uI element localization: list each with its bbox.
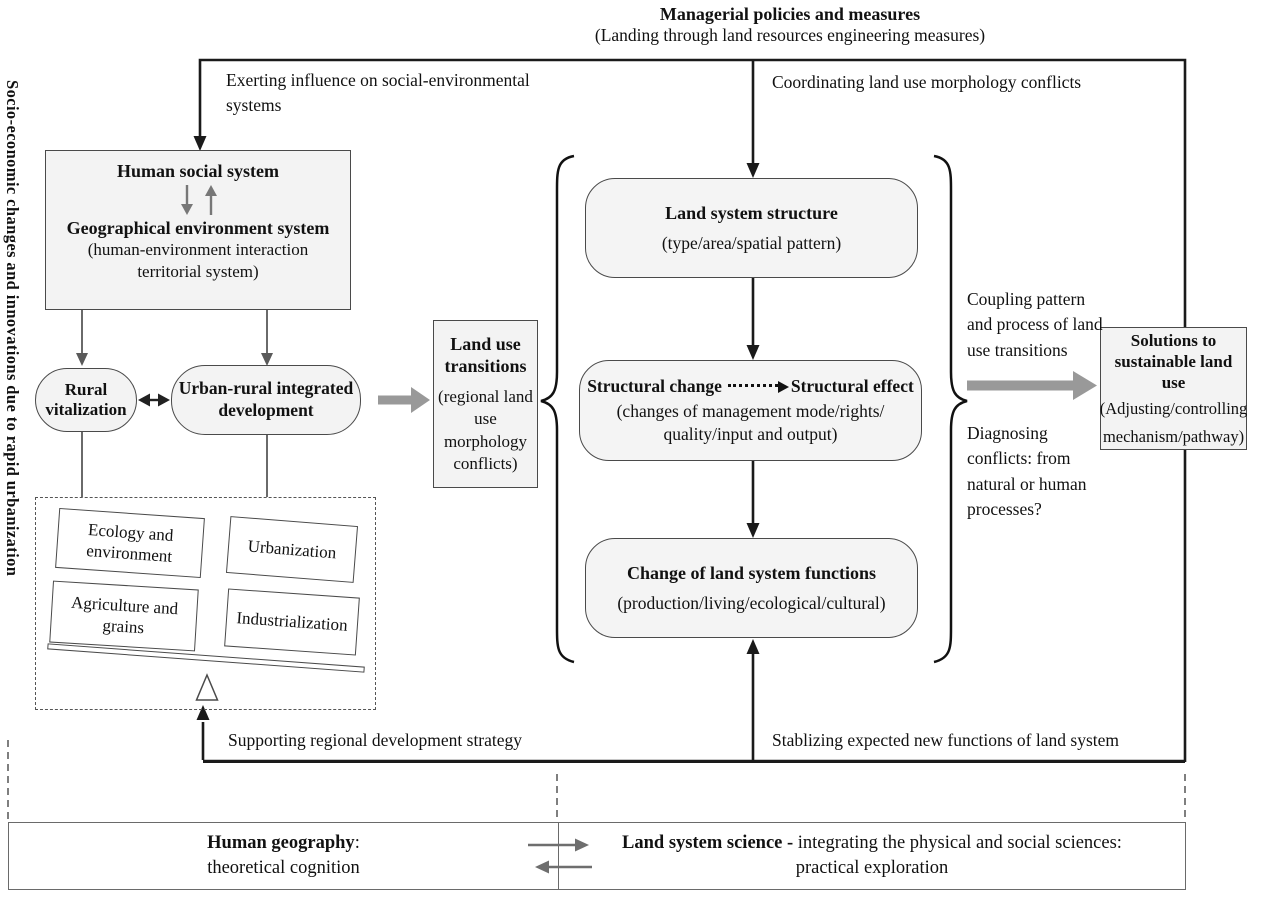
label-diagnosing: Diagnosing conflicts: from natural or human processes? <box>967 423 1087 520</box>
thick-arrow-to-solutions-icon <box>967 371 1097 400</box>
label-exerting: Exerting influence on social-environmental systems <box>226 70 530 116</box>
footer-exchange-arrows-icon <box>520 833 604 881</box>
driver-ecology-label: Ecology and environment <box>85 519 175 566</box>
footer-right-line1 <box>622 831 1122 856</box>
left-brace-icon <box>541 156 574 662</box>
driver-ecology-box <box>55 508 205 578</box>
label-coordinating: Coordinating land use morphology conflicts <box>772 72 1082 92</box>
structural-change-line <box>587 376 914 397</box>
footer-left-line2: theoretical cognition <box>207 858 360 878</box>
driver-agriculture-label: Agriculture and grains <box>70 592 179 638</box>
footer-land-system-cell <box>559 823 1185 889</box>
structural-subtitle-2: quality/input and output) <box>663 423 838 444</box>
label-coupling: Coupling pattern and process of land use transitions <box>967 289 1103 360</box>
header-subtitle: (Landing through land resources engineering measures) <box>594 25 986 45</box>
label-supporting: Supporting regional development strategy <box>228 730 523 750</box>
land-use-transitions-subtitle: (regional land use morphology conflicts) <box>438 386 533 473</box>
footer-human-geography-cell <box>9 823 559 889</box>
driver-industrialization-box <box>224 588 360 655</box>
land-use-transitions-box <box>433 320 538 488</box>
land-use-transitions-title: Land use transitions <box>444 333 527 377</box>
land-functions-subtitle: (production/living/ecological/cultural) <box>617 592 886 613</box>
footer-right-bold: Land system science - <box>622 833 794 854</box>
footer-left-colon: : <box>354 833 360 854</box>
geo-system-title: Geographical environment system <box>66 218 330 238</box>
label-stablizing: Stablizing expected new functions of land system <box>772 730 1120 750</box>
footer-right-line2: practical exploration <box>795 858 949 878</box>
structural-change-box <box>579 360 922 461</box>
footer-right-rest: integrating the physical and social sciences: <box>793 833 1122 854</box>
land-functions-box <box>585 538 918 638</box>
side-axis-label: Socio-economic changes and innovations due to rapid urbanization <box>3 80 22 577</box>
header-title: Managerial policies and measures <box>659 4 921 24</box>
right-brace-icon <box>934 156 967 662</box>
human-system-title: Human social system <box>117 161 279 181</box>
land-system-structure-box <box>585 178 918 278</box>
rural-vitalization-box <box>35 368 137 432</box>
human-system-subtitle: (human-environment interaction territorial system) <box>87 240 309 282</box>
exchange-arrows-icon <box>163 183 233 217</box>
footer-left-bold: Human geography <box>207 833 355 854</box>
land-functions-title: Change of land system functions <box>626 562 877 583</box>
rural-vitalization-label: Rural vitalization <box>45 379 127 419</box>
solutions-title-2: sustainable land use <box>1114 351 1233 393</box>
solutions-subtitle-1: (Adjusting/controlling <box>1099 399 1248 419</box>
structural-effect-label: Structural effect <box>790 375 914 396</box>
driver-urbanization-label: Urbanization <box>247 536 337 563</box>
structural-subtitle-1: (changes of management mode/rights/ <box>616 400 885 421</box>
urban-rural-label: Urban-rural integrated development <box>178 378 354 420</box>
human-system-box <box>45 150 351 310</box>
land-system-structure-title: Land system structure <box>665 202 838 223</box>
header-title-block <box>530 4 1050 46</box>
urban-rural-box <box>171 365 361 435</box>
structural-change-label: Structural change <box>587 375 722 396</box>
driver-industrialization-label: Industrialization <box>235 608 349 636</box>
double-arrow-icon <box>138 394 170 407</box>
driver-agriculture-box <box>49 581 199 652</box>
thick-arrow-to-transitions-icon <box>378 387 430 413</box>
solutions-subtitle-2: mechanism/pathway) <box>1102 427 1245 447</box>
solutions-title-1: Solutions to <box>1130 330 1217 350</box>
driver-urbanization-box <box>226 516 358 583</box>
dotted-arrow-icon <box>722 379 791 396</box>
land-system-structure-subtitle: (type/area/spatial pattern) <box>661 232 842 253</box>
solutions-box <box>1100 327 1247 450</box>
footer-left-line1 <box>207 831 360 856</box>
